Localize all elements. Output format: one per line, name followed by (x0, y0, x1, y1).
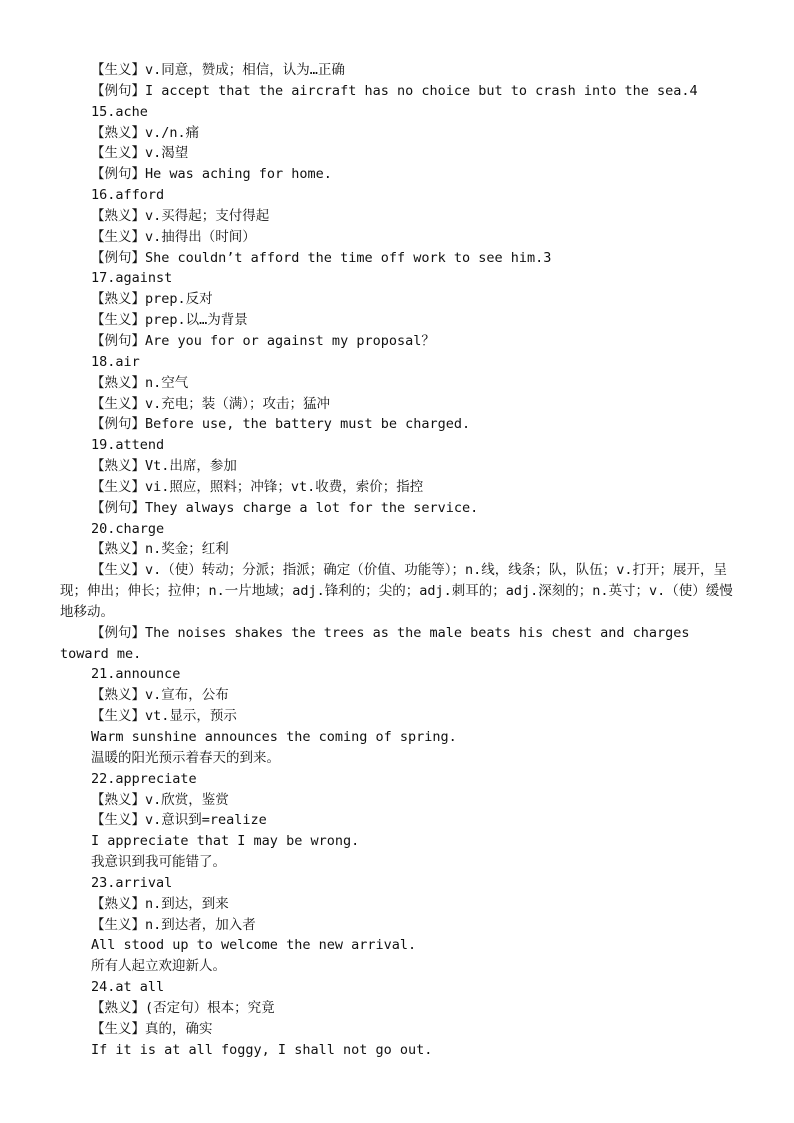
text-line (60, 185, 740, 206)
entry-tag: 【熟义】 (91, 541, 145, 558)
entry-text: 21.announce (91, 666, 181, 683)
entry-tag: 【例句】 (91, 82, 145, 99)
text-line (60, 852, 740, 873)
entry-text: n.奖金；红利 (145, 541, 229, 558)
entry-text: All stood up to welcome the new arrival. (91, 937, 417, 954)
entry-text: Vt.出席，参加 (145, 458, 237, 475)
entry-tag: 【例句】 (91, 332, 145, 349)
text-line (60, 1040, 740, 1061)
entry-text: 我意识到我可能错了。 (91, 854, 226, 871)
entry-text: 18.air (91, 353, 140, 370)
document-page (60, 60, 740, 1061)
entry-text: If it is at all foggy, I shall not go out. (91, 1041, 433, 1058)
entry-text: They always charge a lot for the service. (145, 499, 479, 516)
entry-tag: 【生义】 (91, 916, 145, 933)
text-line (60, 435, 740, 456)
entry-tag: 【例句】 (91, 249, 145, 266)
entry-text: 22.appreciate (91, 770, 197, 787)
entry-tag: 【生义】 (91, 395, 145, 412)
entry-line (60, 248, 740, 269)
entry-line (60, 206, 740, 227)
entry-line (60, 498, 740, 519)
entry-text: 16.afford (91, 187, 165, 204)
text-line (60, 664, 740, 685)
entry-text: (否定句）根本；究竟 (145, 999, 275, 1016)
entry-tag: 【生义】 (91, 562, 145, 579)
entry-line (60, 998, 740, 1019)
entry-text: prep.以…为背景 (145, 312, 248, 329)
entry-text: Warm sunshine announces the coming of spring. (91, 729, 457, 745)
text-line (60, 831, 740, 852)
entry-line (60, 164, 740, 185)
entry-tag: 【熟义】 (91, 124, 145, 141)
entry-tag: 【熟义】 (91, 999, 145, 1016)
entry-text: v.宣布，公布 (145, 687, 229, 704)
text-line (60, 769, 740, 790)
entry-line (60, 560, 740, 623)
entry-line (60, 394, 740, 415)
entry-tag: 【生义】 (91, 478, 145, 495)
entry-tag: 【熟义】 (91, 207, 145, 224)
entry-tag: 【生义】 (91, 312, 145, 329)
text-line (60, 935, 740, 956)
entry-text: I appreciate that I may be wrong. (91, 833, 360, 850)
entry-line (60, 227, 740, 248)
entry-text: 所有人起立欢迎新人。 (91, 958, 226, 975)
entry-line (60, 456, 740, 477)
entry-text: prep.反对 (145, 291, 213, 308)
entry-text: He was aching for home. (145, 166, 332, 183)
entry-text: 23.arrival (91, 874, 173, 891)
entry-line (60, 1019, 740, 1040)
text-line (60, 956, 740, 977)
text-line (60, 977, 740, 998)
entry-tag: 【例句】 (91, 624, 145, 641)
text-line (60, 352, 740, 373)
entry-tag: 【熟义】 (91, 374, 145, 391)
entry-tag: 【生义】 (91, 1020, 145, 1037)
entry-text: 20.charge (91, 520, 165, 537)
entry-text: v.抽得出（时间） (145, 228, 256, 245)
entry-line (60, 81, 740, 102)
entry-line (60, 331, 740, 352)
entry-line (60, 373, 740, 394)
entry-tag: 【生义】 (91, 145, 145, 162)
entry-text: Are you for or against my proposal？ (145, 332, 435, 349)
text-line (60, 102, 740, 123)
entry-text: v.充电；装（满）；攻击；猛冲 (145, 395, 331, 412)
entry-text: v.意识到=realize (145, 812, 267, 829)
entry-line (60, 790, 740, 811)
entry-tag: 【生义】 (91, 62, 145, 78)
entry-text: v.同意，赞成；相信，认为…正确 (145, 62, 345, 78)
entry-text: The noises shakes the trees as the male beats his chest and charges toward me. (60, 624, 690, 662)
entry-text: 温暖的阳光预示着春天的到来。 (91, 749, 280, 766)
entry-tag: 【熟义】 (91, 895, 145, 912)
entry-text: n.空气 (145, 374, 189, 391)
entry-text: n.到达，到来 (145, 895, 229, 912)
entry-text: n.到达者，加入者 (145, 916, 256, 933)
entry-text: v.买得起；支付得起 (145, 207, 270, 224)
entry-text: 真的，确实 (145, 1020, 213, 1037)
entry-text: vt.显示，预示 (145, 708, 237, 725)
entry-line (60, 539, 740, 560)
entry-text: v.欣赏，鉴赏 (145, 791, 229, 808)
entry-line (60, 915, 740, 936)
entry-tag: 【例句】 (91, 416, 145, 433)
entry-text: 15.ache (91, 103, 148, 120)
entry-line (60, 810, 740, 831)
entry-tag: 【生义】 (91, 708, 145, 725)
entry-line (60, 60, 740, 81)
entry-line (60, 477, 740, 498)
entry-text: vi.照应，照料；冲锋；vt.收费，索价；指控 (145, 478, 424, 495)
entry-line (60, 123, 740, 144)
text-line (60, 873, 740, 894)
entry-tag: 【熟义】 (91, 458, 145, 475)
entry-line (60, 706, 740, 727)
entry-text: I accept that the aircraft has no choice but to crash into the sea.4 (145, 82, 698, 99)
entry-tag: 【熟义】 (91, 791, 145, 808)
entry-tag: 【生义】 (91, 812, 145, 829)
entry-line (60, 414, 740, 435)
entry-tag: 【熟义】 (91, 291, 145, 308)
entry-tag: 【例句】 (91, 499, 145, 516)
entry-text: 19.attend (91, 437, 165, 454)
entry-text: 17.against (91, 270, 173, 287)
entry-line (60, 894, 740, 915)
text-line (60, 519, 740, 540)
entry-text: Before use, the battery must be charged. (145, 416, 471, 433)
entry-text: v.渴望 (145, 145, 189, 162)
entry-tag: 【生义】 (91, 228, 145, 245)
text-line (60, 268, 740, 289)
entry-line (60, 685, 740, 706)
entry-text: v.（使）转动；分派；指派；确定（价值、功能等）；n.线，线条；队，队伍；v.打开；展开，呈现；伸出；伸长；拉伸；n.一片地域；adj.锋利的；尖的；adj.刺耳的；adj.深刻的；n.英寸；v.（使）缓慢地移动。 (60, 562, 733, 620)
text-line (60, 748, 740, 769)
entry-line (60, 143, 740, 164)
entry-line (60, 310, 740, 331)
text-line (60, 727, 740, 748)
entry-line (60, 289, 740, 310)
entry-text: v./n.痛 (145, 124, 200, 141)
entry-text: She couldn’t afford the time off work to see him.3 (145, 249, 552, 266)
entry-tag: 【熟义】 (91, 687, 145, 704)
entry-line (60, 623, 740, 665)
entry-text: 24.at all (91, 979, 165, 996)
entry-tag: 【例句】 (91, 166, 145, 183)
